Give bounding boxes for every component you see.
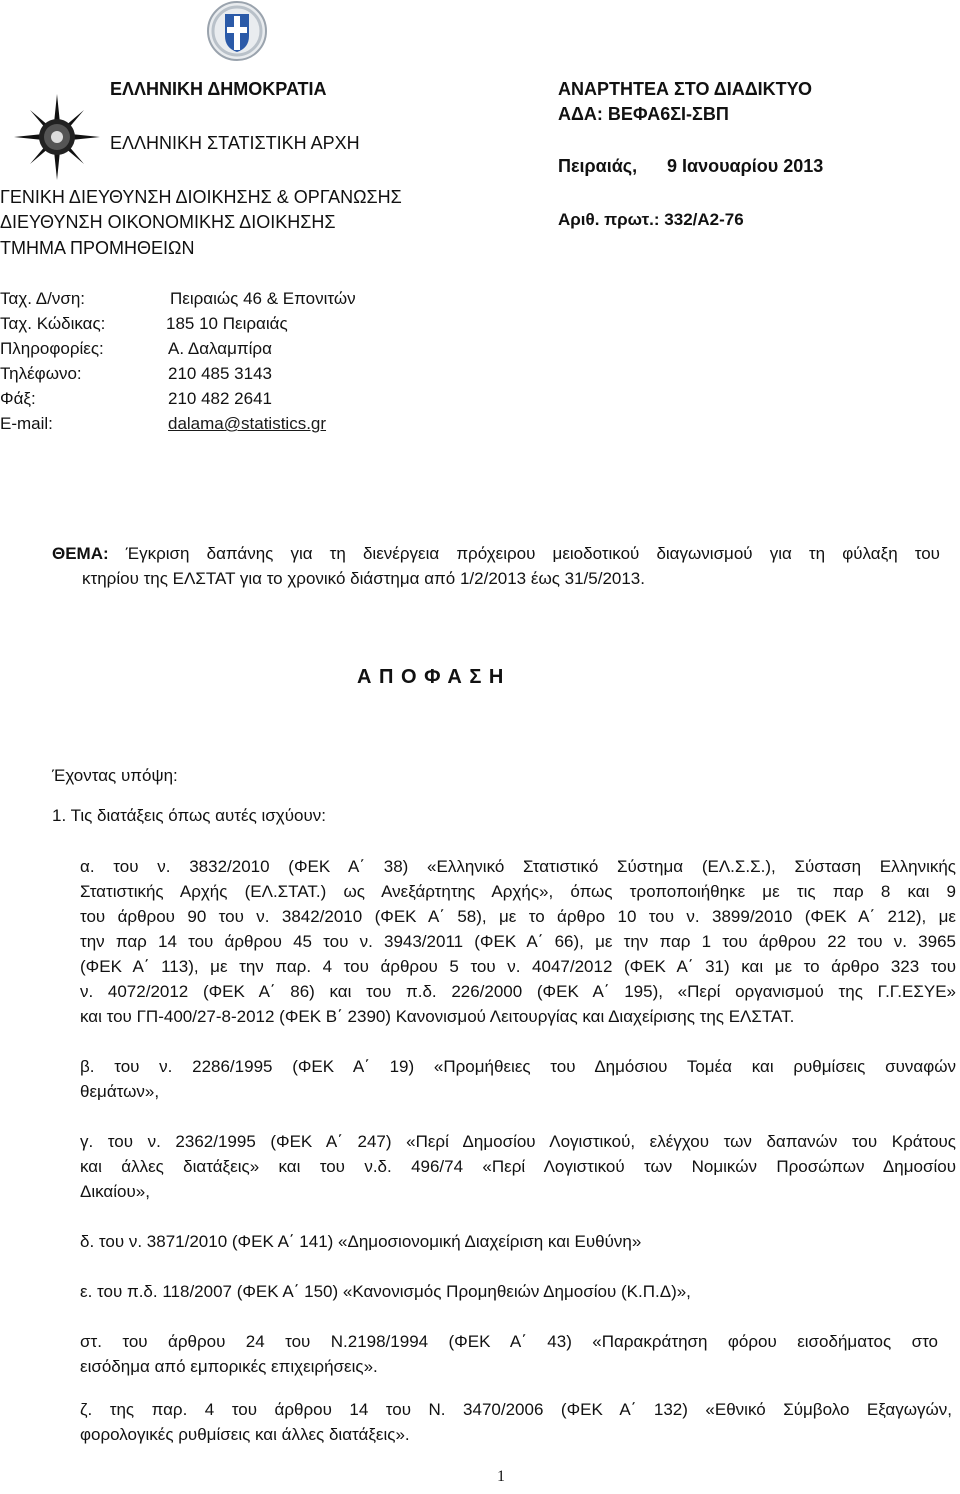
para-c-line-1: γ. του ν. 2362/1995 (ΦΕΚ Α΄ 247) «Περί Δημοσίου Λογιστικού, ελέγχου των δαπανών του Κράτους	[80, 1132, 956, 1151]
elstat-compass-logo-icon	[12, 92, 102, 182]
para-z-line-1: ζ. της παρ. 4 του άρθρου 14 του Ν. 3470/2006 (ΦΕΚ Α΄ 132) «Εθνικό Σύμβολο Εξαγωγών,	[80, 1400, 952, 1419]
page-number: 1	[497, 1468, 505, 1485]
para-z-line-2: φορολογικές ρυθμίσεις και άλλες διατάξεις».	[80, 1425, 410, 1444]
para-a-line-2: Στατιστικής Αρχής (ΕΛ.ΣΤΑΤ.) ως Ανεξάρτητης Αρχής», όπως τροποποιήθηκε με τις παρ 8 και 9	[80, 882, 956, 901]
header-directorate: ΔΙΕΥΘΥΝΣΗ ΟΙΚΟΝΟΜΙΚΗΣ ΔΙΟΙΚΗΣΗΣ	[0, 212, 336, 232]
contact-label-fax: Φάξ:	[0, 389, 36, 408]
para-a-line-4: την παρ 14 του άρθρου 45 του ν. 3943/2011 (ΦΕΚ Α΄ 66), με την παρ 1 του άρθρου 22 του ν. 3965	[80, 932, 956, 951]
protocol-label: Αριθ. πρωτ.:	[558, 210, 660, 229]
email-link[interactable]: dalama@statistics.gr	[168, 414, 327, 433]
para-c-line-3: Δικαίου»,	[80, 1182, 150, 1201]
subject-line-2: κτηρίου της ΕΛΣΤΑΤ για το χρονικό διάστημα από 1/2/2013 έως 31/5/2013.	[82, 569, 645, 588]
document-date: 9 Ιανουαρίου 2013	[667, 156, 824, 176]
decision-title: Α Π Ο Φ Α Σ Η	[357, 666, 505, 688]
para-a-line-5: (ΦΕΚ Α΄ 113), με την παρ. 4 του άρθρου 5 του ν. 4047/2012 (ΦΕΚ Α΄ 31) και με το άρθρο 323 του	[80, 957, 956, 976]
para-a-line-1: α. του ν. 3832/2010 (ΦΕΚ Α΄ 38) «Ελληνικό Στατιστικό Σύστημα (ΕΛ.Σ.Σ.), Σύσταση Ελληνικής	[80, 857, 956, 876]
contact-value-info: Α. Δαλαμπίρα	[168, 339, 272, 358]
contact-label-email: E-mail:	[0, 414, 53, 433]
para-b-line-1: β. του ν. 2286/1995 (ΦΕΚ Α΄ 19) «Προμήθειες του Δημόσιου Τομέα και ρυθμίσεις συναφών	[80, 1057, 956, 1076]
considering-heading: Έχοντας υπόψη:	[52, 766, 178, 785]
ada-code: ΑΔΑ: ΒΕΦΑ6ΣΙ-ΣΒΠ	[558, 104, 729, 124]
contact-label-info: Πληροφορίες:	[0, 339, 104, 358]
contact-label-address: Ταχ. Δ/νση:	[0, 289, 86, 308]
para-st-line-1: στ. του άρθρου 24 του Ν.2198/1994 (ΦΕΚ Α΄ 43) «Παρακράτηση φόρου εισοδήματος στο	[80, 1332, 938, 1351]
para-a-line-7: και του ΓΠ-400/27-8-2012 (ΦΕΚ Β΄ 2390) Κανονισμού Λειτουργίας και Διαχείρισης της ΕΛΣΤΑΤ.	[80, 1007, 795, 1026]
subject-text-1: Έγκριση δαπάνης για τη διενέργεια πρόχειρου μειοδοτικού διαγωνισμού για τη φύλαξη του	[125, 544, 940, 563]
place-label: Πειραιάς,	[558, 156, 638, 176]
item-1: 1. Τις διατάξεις όπως αυτές ισχύουν:	[52, 806, 326, 825]
contact-label-zip: Ταχ. Κώδικας:	[0, 314, 106, 333]
para-c-line-2: και άλλες διατάξεις» και του ν.δ. 496/74 «Περί Λογιστικού των Νομικών Προσώπων Δημοσίου	[80, 1157, 956, 1176]
para-a-line-6: ν. 4072/2012 (ΦΕΚ Α΄ 86) και του π.δ. 226/2000 (ΦΕΚ Α΄ 195), «Περί οργανισμού της Γ.Γ.ΕΣΥΕ»	[80, 982, 956, 1001]
header-authority: ΕΛΛΗΝΙΚΗ ΣΤΑΤΙΣΤΙΚΗ ΑΡΧΗ	[110, 133, 360, 153]
subject-line-1	[52, 544, 940, 564]
header-republic: ΕΛΛΗΝΙΚΗ ΔΗΜΟΚΡΑΤΙΑ	[110, 79, 327, 99]
subject-label: ΘΕΜΑ:	[52, 544, 109, 563]
protocol-number	[558, 210, 744, 230]
para-d: δ. του ν. 3871/2010 (ΦΕΚ Α΄ 141) «Δημοσιονομική Διαχείριση και Ευθύνη»	[80, 1232, 642, 1251]
publish-note: ΑΝΑΡΤΗΤΕΑ ΣΤΟ ΔΙΑΔΙΚΤΥΟ	[558, 79, 812, 99]
para-b-line-2: θεμάτων»,	[80, 1082, 160, 1101]
para-a-line-3: του άρθρου 90 του ν. 3842/2010 (ΦΕΚ Α΄ 58), με το άρθρο 10 του ν. 3899/2010 (ΦΕΚ Α΄ 212), με	[80, 907, 956, 926]
header-directorate-general: ΓΕΝΙΚΗ ΔΙΕΥΘΥΝΣΗ ΔΙΟΙΚΗΣΗΣ & ΟΡΓΑΝΩΣΗΣ	[0, 187, 402, 207]
contact-value-zip: 185 10 Πειραιάς	[166, 314, 288, 333]
para-st-line-2: εισόδημα από εμπορικές επιχειρήσεις».	[80, 1357, 378, 1376]
protocol-value: 332/Α2-76	[664, 210, 744, 229]
greek-coat-of-arms-icon	[206, 0, 268, 62]
contact-value-phone: 210 485 3143	[168, 364, 272, 383]
header-department: ΤΜΗΜΑ ΠΡΟΜΗΘΕΙΩΝ	[0, 238, 195, 258]
contact-value-fax: 210 482 2641	[168, 389, 272, 408]
contact-label-phone: Τηλέφωνο:	[0, 364, 82, 383]
contact-value-address: Πειραιώς 46 & Επονιτών	[170, 289, 356, 308]
para-e: ε. του π.δ. 118/2007 (ΦΕΚ Α΄ 150) «Κανονισμός Προμηθειών Δημοσίου (Κ.Π.Δ)»,	[80, 1282, 691, 1301]
